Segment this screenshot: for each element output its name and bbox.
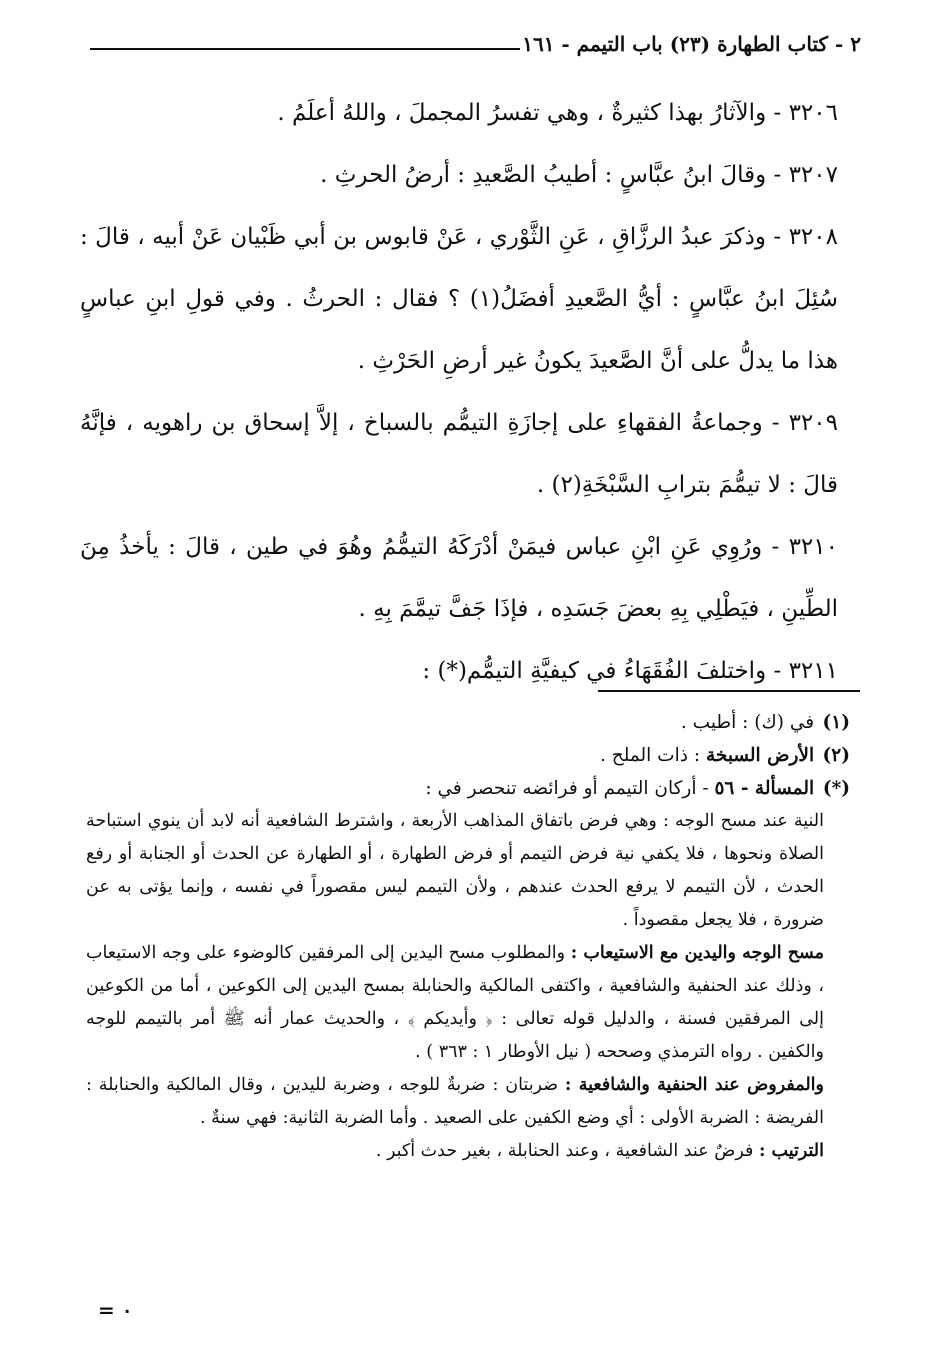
note-lead: والمفروض عند الحنفية والشافعية : (564, 1075, 824, 1095)
note-text: النية عند مسح الوجه : وهي فرض باتفاق المذاهب الأربعة ، واشترط الشافعية أنه لابد أن ينوي استباحة الصلاة ونحوها ، فلا يكفي نية فرض التيمم أو فرض الطهارة ، أو الطهارة عن الحدث أو الجنابة أو رفع الحدث ، لأن التيمم لا يرفع الحدث عندهم ، ولأن التيمم ليس مقصوراً في نفسه ، وإنما يؤتى به عن ضرورة ، فلا يجعل مقصوداً . (86, 811, 824, 930)
paragraph-3211: ٣٢١١ - واختلفَ الفُقَهَاءُ في كيفيَّةِ التيمُّم(*) : (422, 658, 838, 684)
paragraph-3207: ٣٢٠٧ - وقالَ ابنُ عبَّاسٍ : أطيبُ الصَّعيدِ : أرضُ الحرثِ . (320, 162, 838, 188)
note-lead: مسح الوجه واليدين مع الاستيعاب : (570, 943, 824, 963)
note-paragraph-darbatan (86, 1069, 850, 1135)
footnote-text: في (ك) : أطيب . (680, 712, 815, 733)
note-paragraph-mash (86, 937, 850, 1069)
note-paragraph-niyyah (86, 805, 850, 937)
paragraph-3206: ٣٢٠٦ - والآثارُ بهذا كثيرةٌ ، وهي تفسرُ المجملَ ، واللهُ أعلَمُ . (277, 100, 838, 126)
running-head: ٢ - كتاب الطهارة (٢٣) باب التيمم - ١٦١ (522, 32, 861, 56)
note-text: فرضٌ عند الشافعية ، وعند الحنابلة ، بغير حدث أكبر . (375, 1141, 759, 1161)
footnote-1 (86, 706, 850, 739)
footnotes (86, 706, 850, 1168)
footnote-number: (*) (822, 778, 850, 799)
paragraph-3209: ٣٢٠٩ - وجماعةُ الفقهاءِ على إجازَةِ التيمُّم بالسباخ ، إلاَّ إسحاق بن راهويه ، فإنَّهُ قالَ : لا تيمُّمَ بترابِ السَّبْخَةِ(٢) . (80, 410, 838, 498)
note-lead: الترتيب : (758, 1141, 824, 1161)
footnote-star (86, 772, 850, 805)
note-text: والمطلوب مسح اليدين إلى المرفقين كالوضوء على وجه الاستيعاب ، وذلك عند الحنفية والشافعية ، واكتفى المالكية والحنابلة بمسح اليدين إلى الكوعين ، أما من الكوعين إلى المرفقين فسنة ، والدليل قوله تعالى : ﴿ وأيديكم ﴾ ، والحديث عمار أنه ﷺ أمر بالتيمم للوجه والكفين . رواه الترمذي وصححه ( نيل الأوطار ١ : ٣٦٣ ) . (86, 943, 824, 1062)
footnote-separator (598, 690, 860, 692)
continuation-mark: = ٠ (98, 1298, 133, 1322)
paragraph-3210: ٣٢١٠ - ورُوِي عَنِ ابْنِ عباس فيمَنْ أدْرَكَهُ التيمُّمُ وهُوَ في طين ، قالَ : يأخذُ مِنَ الطِّينِ ، فيَطْلِي بِهِ بعضَ جَسَدِه ، فإذَا جَفَّ تيمَّمَ بِهِ . (80, 534, 838, 622)
main-text (80, 82, 838, 702)
header-rule (90, 48, 520, 50)
footnote-text: - أركان التيمم أو فرائضه تنحصر في : (425, 778, 715, 799)
footnote-lead: الأرض السبخة (705, 745, 815, 766)
footnote-2 (86, 739, 850, 772)
page-header (90, 30, 861, 66)
footnote-lead: المسألة - ٥٦ (714, 778, 815, 799)
footnote-number: (٢) (822, 745, 850, 766)
note-paragraph-tartib (86, 1135, 850, 1168)
footnote-number: (١) (822, 712, 850, 733)
note-text: ضربتان : ضربةٌ للوجه ، وضربة لليدين ، وقال المالكية والحنابلة : الفريضة : الضربة الأولى : أي وضع الكفين على الصعيد . وأما الضربة الثانية: فهي سنةٌ . (86, 1075, 824, 1128)
footnote-text: : ذات الملح . (599, 745, 706, 766)
paragraph-3208: ٣٢٠٨ - وذكرَ عبدُ الرزَّاقِ ، عَنِ الثَّوْري ، عَنْ قابوس بن أبي ظَبْيان عَنْ أبيه ، قالَ : سُئِلَ ابنُ عبَّاسٍ : أيُّ الصَّعيدِ أفضَلُ(١) ؟ فقال : الحرثُ . وفي قولِ ابنِ عباسٍ هذا ما يدلُّ على أنَّ الصَّعيدَ يكونُ غير أرضِ الحَرْثِ . (80, 224, 838, 374)
